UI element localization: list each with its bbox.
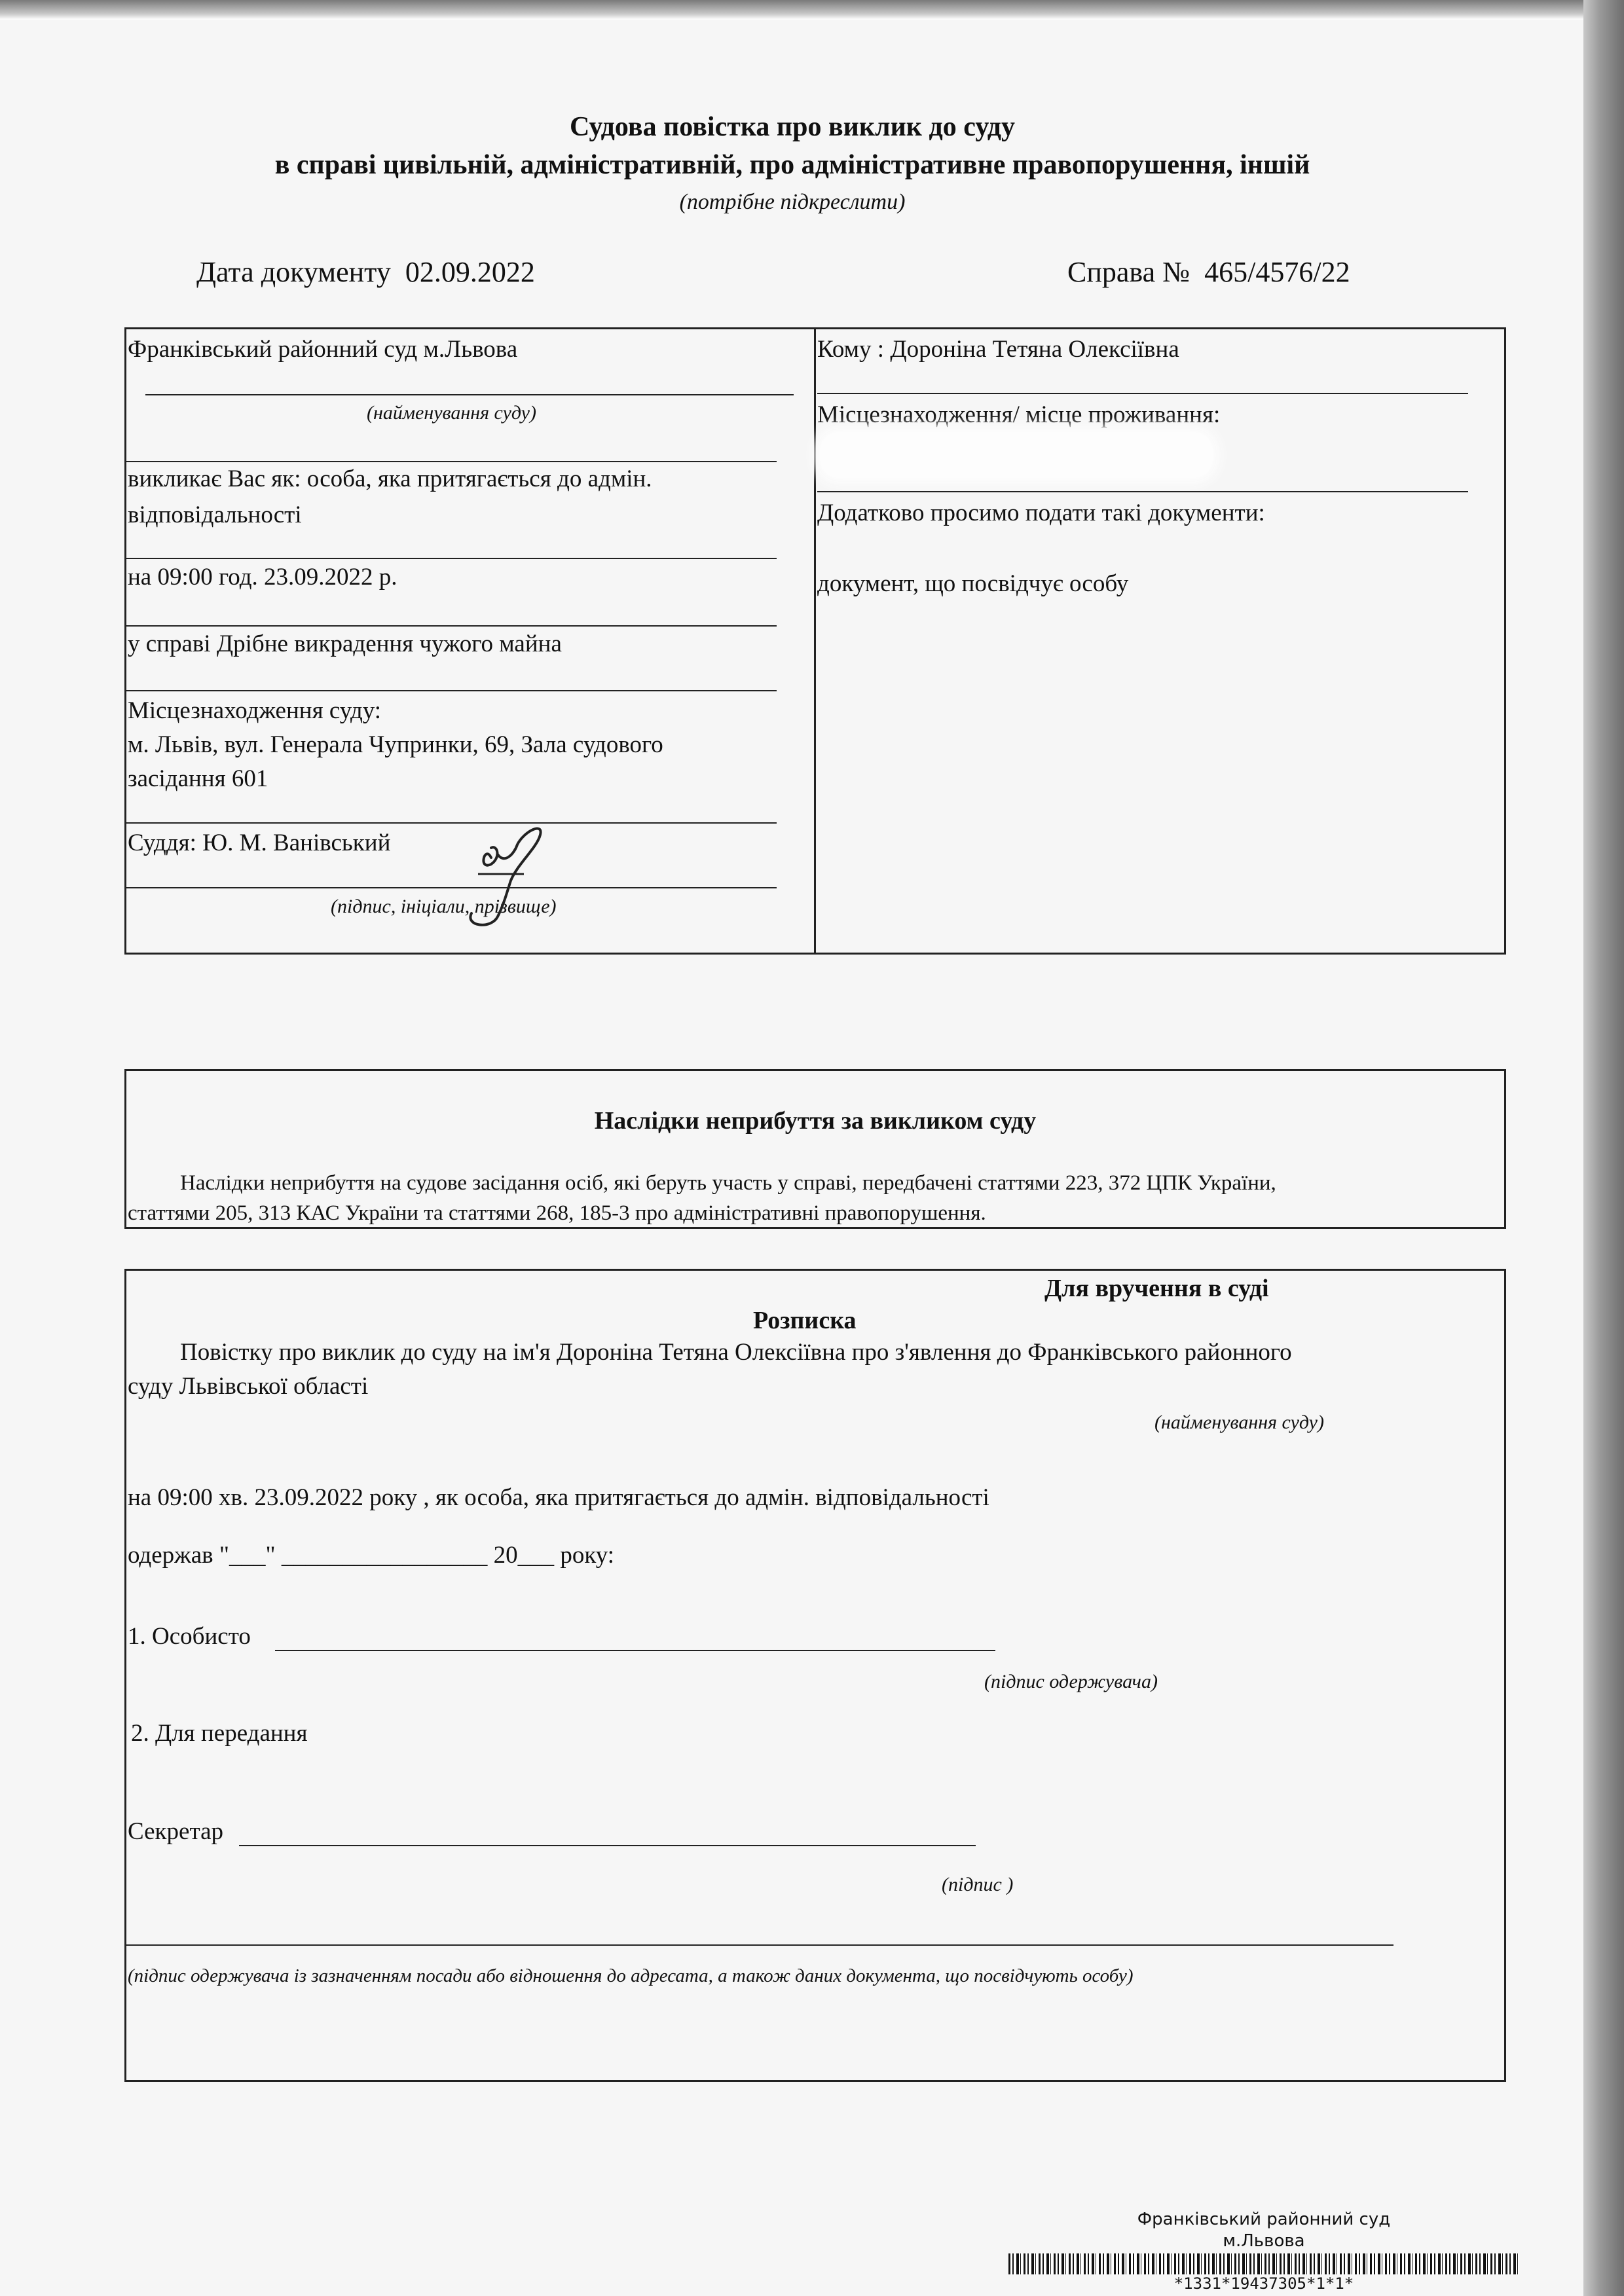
hearing-time: на 09:00 год. 23.09.2022 р. (128, 564, 397, 591)
personally-label: 1. Особисто (128, 1623, 251, 1650)
footer-court-line1: Франківський районний суд (1137, 2210, 1391, 2229)
court-location-address: м. Львів, вул. Генерала Чупринки, 69, Зала судового (128, 731, 663, 758)
document-date (196, 255, 535, 289)
document-title: Судова повістка про виклик до суду (570, 112, 1015, 142)
residence-underline (817, 491, 1468, 492)
document-subtitle: (потрібне підкреслити) (679, 190, 906, 214)
divider-line (126, 690, 777, 691)
divider-line (126, 558, 777, 559)
received-date: одержав "___" _________________ 20___ року: (128, 1542, 615, 1569)
consequences-heading: Наслідки неприбуття за викликом суду (594, 1107, 1037, 1135)
receipt-time: на 09:00 хв. 23.09.2022 року , як особа, яка притягається до адмін. відповідальності (128, 1484, 989, 1511)
barcode (1008, 2253, 1519, 2274)
judge-name: Суддя: Ю. М. Ванівський (128, 829, 391, 856)
receipt-heading: Розписка (753, 1307, 857, 1334)
court-name: Франківський районний суд м.Львова (128, 336, 518, 363)
date-value: 02.09.2022 (405, 256, 535, 288)
recipient-signature-caption: (підпис одержувача із зазначенням посади або відношення до адресата, а також даних документа, що посвідчують особу) (128, 1965, 1134, 1986)
judge-caption: (підпис, ініціали, прізвище) (331, 896, 557, 917)
court-location-label: Місцезнаходження суду: (128, 697, 382, 724)
date-label: Дата документу (196, 256, 391, 288)
case-number (1067, 255, 1350, 289)
summons-as: викликає Вас як: особа, яка притягається до адмін. (128, 465, 652, 492)
scan-edge-top (0, 0, 1624, 20)
court-location-room: засідання 601 (128, 765, 268, 792)
footer-court-line2: м.Львова (1223, 2231, 1305, 2251)
recipient-underline (817, 393, 1468, 394)
summons-box-divider (814, 327, 816, 955)
secretary-label: Секретар (128, 1818, 223, 1845)
consequences-text-line2: статтями 205, 313 КАС України та статтями 268, 185-3 про адміністративні правопорушення. (128, 1201, 986, 1225)
barcode-text: *1331*19437305*1*1* (1173, 2274, 1354, 2293)
extra-docs-label: Додатково просимо подати такі документи: (817, 500, 1265, 526)
recipient: Кому : Дороніна Тетяна Олексіївна (817, 336, 1179, 363)
for-court-label: Для вручення в суді (1044, 1275, 1269, 1302)
receipt-text-line1: Повістку про виклик до суду на ім'я Дороніна Тетяна Олексіївна про з'явлення до Франківського районного (180, 1339, 1292, 1366)
extra-docs-value: документ, що посвідчує особу (817, 570, 1129, 597)
redacted-address (820, 432, 1213, 478)
divider-line (126, 625, 777, 627)
case-subject: у справі Дрібне викрадення чужого майна (128, 630, 562, 657)
divider-line (126, 461, 777, 462)
court-name-underline (145, 394, 794, 395)
receipt-court-caption: (найменування суду) (1154, 1412, 1324, 1433)
judge-signature (452, 818, 557, 936)
scan-edge-right (1583, 0, 1624, 2296)
receipt-text-line2: суду Львівської області (128, 1373, 369, 1400)
recipient-signature-line (126, 1944, 1393, 1946)
document-title-line2: в справі цивільній, адміністративній, про адміністративне правопорушення, іншій (274, 150, 1310, 180)
secretary-caption: (підпис ) (942, 1874, 1014, 1895)
court-name-caption: (найменування суду) (367, 402, 536, 424)
case-value: 465/4576/22 (1204, 256, 1350, 288)
personally-signature-line (275, 1650, 995, 1651)
personally-caption: (підпис одержувача) (984, 1671, 1158, 1692)
residence-label: Місцезнаходження/ місце проживання: (817, 401, 1221, 428)
consequences-text-line1: Наслідки неприбуття на судове засідання осіб, які беруть участь у справі, передбачені статтями 223, 372 ЦПК України, (180, 1171, 1276, 1195)
case-label: Справа № (1067, 256, 1190, 288)
summons-as-line2: відповідальності (128, 501, 302, 528)
secretary-signature-line (239, 1845, 976, 1846)
transfer-label: 2. Для передання (131, 1720, 308, 1747)
